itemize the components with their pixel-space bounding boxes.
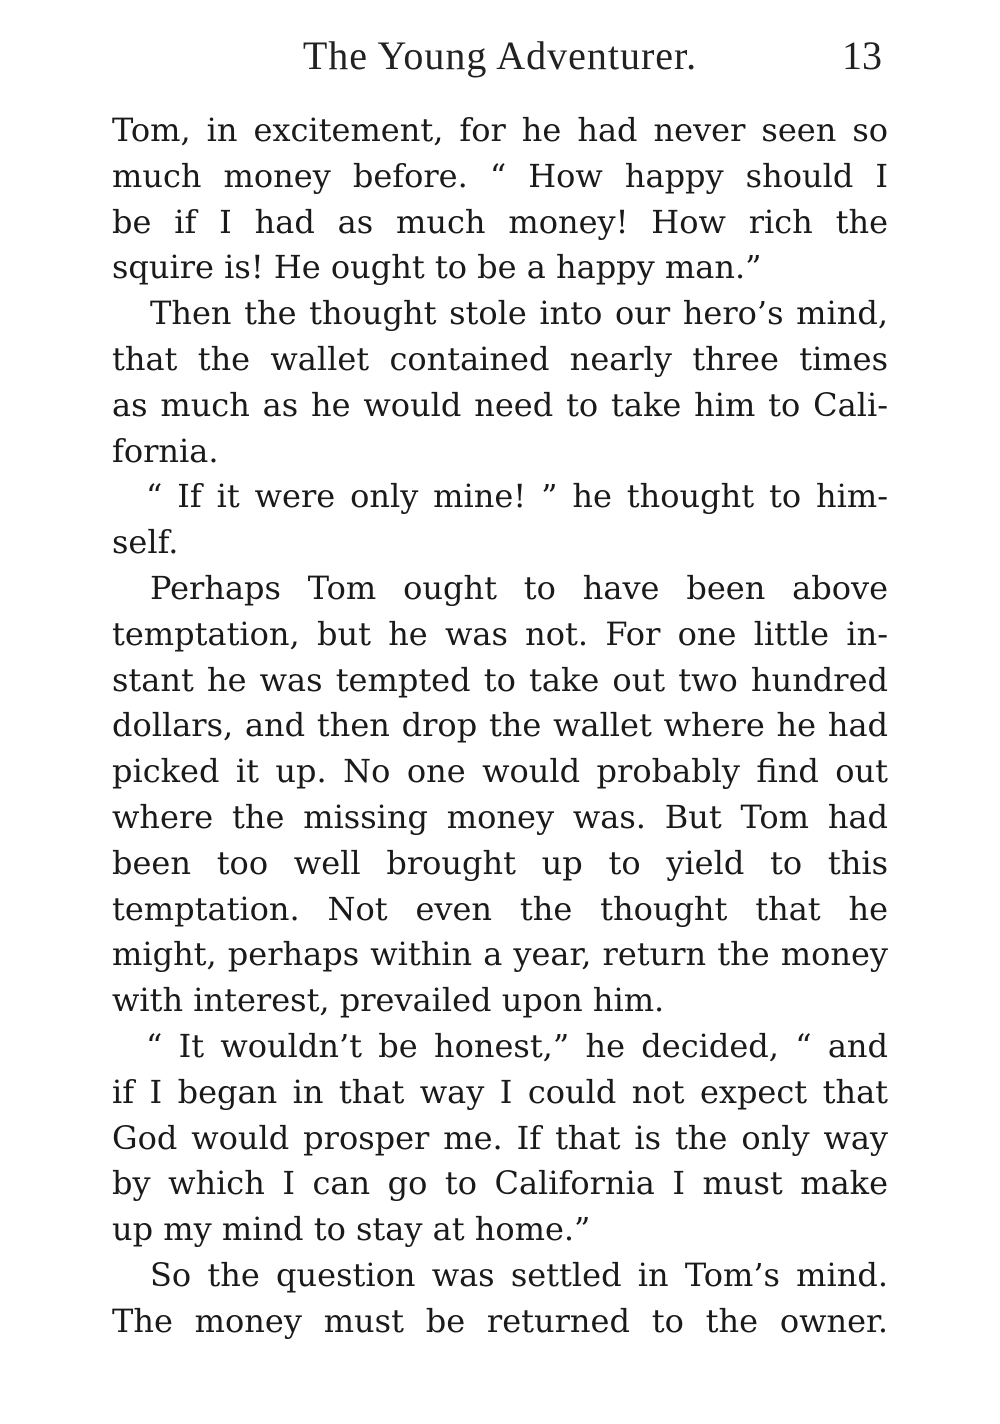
paragraph-start-line: Then the thought stole into our hero’s mind, (150, 294, 888, 333)
text-line: temptation, but he was not. For one little in- (112, 614, 888, 653)
running-head (112, 32, 888, 82)
paragraph-start-line: Perhaps Tom ought to have been above (150, 568, 888, 607)
text-line: temptation. Not even the thought that he (112, 889, 888, 928)
text-line: squire is! He ought to be a happy man.” (112, 248, 762, 287)
text-line: might, perhaps within a year, return the money (112, 935, 888, 974)
text-line: picked it up. No one would probably find out (112, 752, 888, 791)
text-line: stant he was tempted to take out two hundred (112, 660, 888, 699)
paragraph-start-line: “ If it were only mine! ” he thought to him- (146, 477, 888, 516)
text-line: self. (112, 523, 179, 562)
text-line: The money must be returned to the owner. (112, 1301, 888, 1340)
text-line: as much as he would need to take him to Cali- (112, 385, 888, 424)
text-line: up my mind to stay at home.” (112, 1210, 591, 1249)
text-line: by which I can go to California I must make (112, 1164, 888, 1203)
text-line: Tom, in excitement, for he had never seen so (112, 111, 888, 149)
paragraph-start-line: “ It wouldn’t be honest,” he decided, “ and (146, 1026, 888, 1065)
text-line: much money before. “ How happy should I (112, 156, 888, 195)
body-text (112, 108, 888, 1345)
text-line: be if I had as much money! How rich the (112, 202, 888, 241)
running-title: The Young Adventurer. (302, 33, 698, 78)
text-line: that the wallet contained nearly three times (112, 339, 888, 378)
text-line: dollars, and then drop the wallet where he had (112, 706, 888, 745)
text-line: if I began in that way I could not expect that (112, 1072, 888, 1111)
text-line: fornia. (112, 431, 219, 470)
text-line: been too well brought up to yield to this (112, 843, 888, 882)
text-line: God would prosper me. If that is the only way (112, 1118, 888, 1157)
page-number: 13 (842, 33, 882, 78)
text-line: where the missing money was. But Tom had (112, 797, 888, 836)
text-line: with interest, prevailed upon him. (112, 981, 665, 1020)
paragraph-start-line: So the question was settled in Tom’s mind. (150, 1255, 888, 1294)
